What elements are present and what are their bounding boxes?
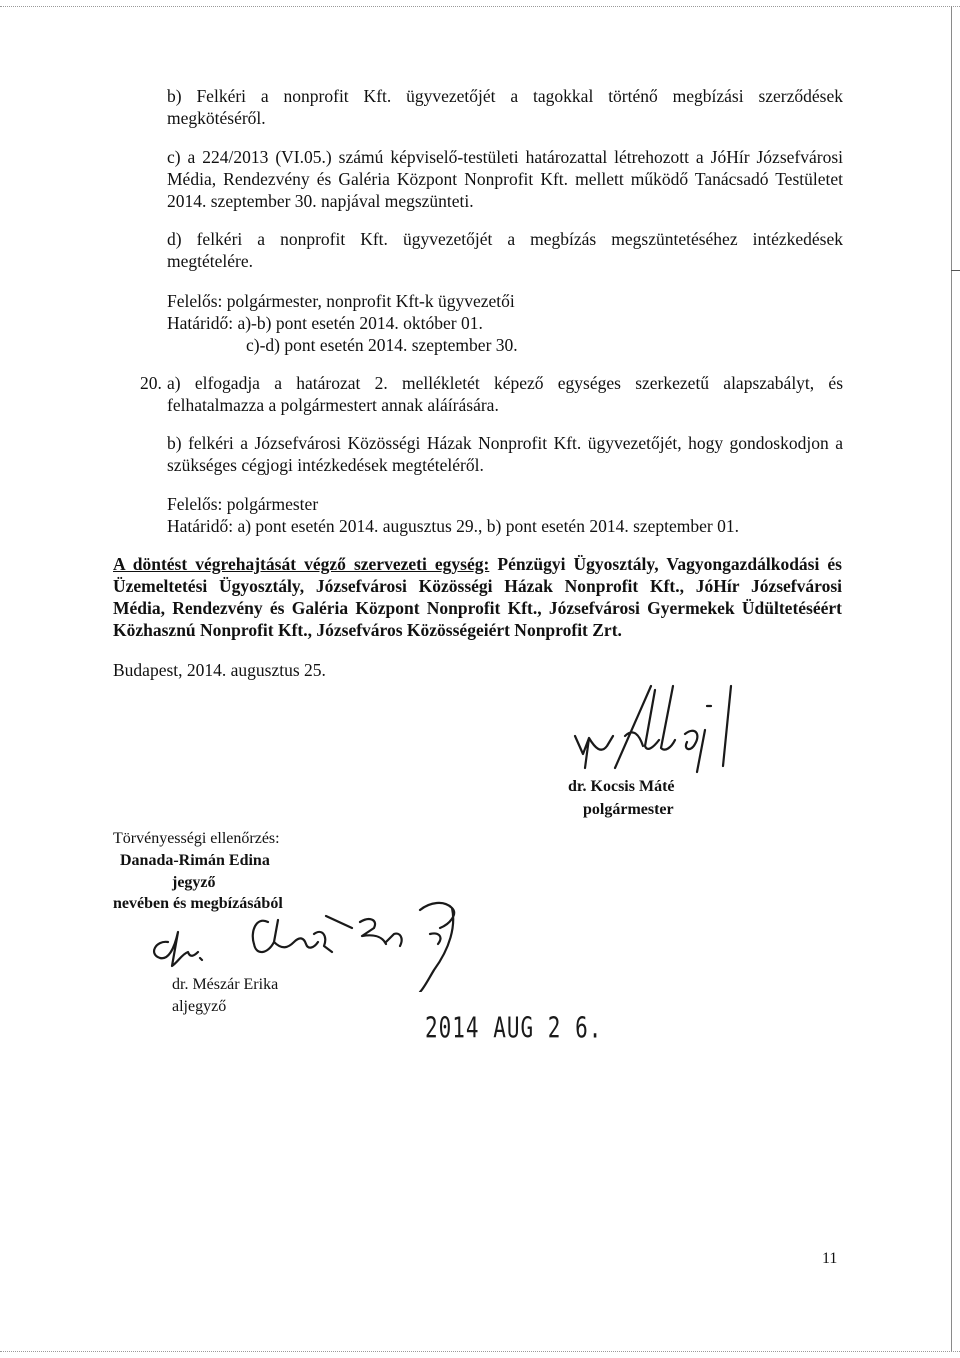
item-20b-paragraph [167,432,843,476]
executor-line-3: Média, Rendezvény és Galéria Központ Nonprofit Kft., Józsefvárosi Gyermekek Üdültetéséért [113,598,842,618]
executor-paragraph [113,553,842,641]
executor-text-1: Pénzügyi Ügyosztály, Vagyongazdálkodási és [497,554,842,574]
item-b-paragraph [167,85,843,129]
hatarido-1a: Határidő: a)-b) pont esetén 2014. október 01. [167,313,483,333]
responsibility-block-1 [167,290,843,356]
executor-line-2: Üzemeltetési Ügyosztály, Józsefvárosi Közösségi Házak Nonprofit Kft., JóHír Józsefvárosi [113,576,842,596]
item-20a-line-1: a) elfogadja a határozat 2. mellékletét képező egységes szerkezetű alapszabályt, és [167,373,843,393]
executor-line-1 [113,553,842,575]
item-d-line-1: d) felkéri a nonprofit Kft. ügyvezetőjét a megbízás megszüntetéséhez intézkedések [167,229,843,249]
item-20a-line-2: felhatalmazza a polgármestert annak aláírására. [167,395,499,415]
page-edge-top [0,6,960,7]
page-edge-bottom [0,1351,960,1352]
item-b-line-2: megkötéséről. [167,108,266,128]
hatarido-2: Határidő: a) pont esetén 2014. augusztus 29., b) pont esetén 2014. szeptember 01. [167,516,740,536]
item-20-number: 20. [140,373,162,393]
item-b-line-1: b) Felkéri a nonprofit Kft. ügyvezetőjét a tagokkal történő megbízási szerződések [167,86,843,106]
item-d-paragraph [167,228,843,272]
item-c-line-2: Média, Rendezvény és Galéria Központ Nonprofit Kft. mellett működő Tanácsadó Testületet [167,169,843,189]
item-20b-line-1: b) felkéri a Józsefvárosi Közösségi Házak Nonprofit Kft. ügyvezetőjét, hogy gondoskodjon a [167,433,843,453]
responsibility-block-2 [167,493,843,537]
on-behalf: nevében és megbízásából [113,895,283,912]
page-edge-right [951,6,952,1351]
executor-line-4: Közhasznú Nonprofit Kft., Józsefváros Közösségeiért Nonprofit Zrt. [113,620,622,640]
item-c-line-3: 2014. szeptember 30. napjával megszünteti. [167,191,474,211]
margin-tick [951,270,960,271]
item-d-line-2: megtételére. [167,251,253,271]
item-c-paragraph [167,146,843,212]
mayor-title: polgármester [583,801,674,818]
item-c-line-1: c) a 224/2013 (VI.05.) számú képviselő-testületi határozattal létrehozott a JóHír Józsefvárosi [167,147,843,167]
executor-label: A döntést végrehajtását végző szervezeti egység: [113,554,490,574]
date-stamp: 2014 AUG 2 6. [425,1012,603,1045]
felelos-1: Felelős: polgármester, nonprofit Kft-k ügyvezetői [167,291,515,311]
place-date-text: Budapest, 2014. augusztus 25. [113,660,326,680]
page-number: 11 [822,1250,838,1267]
legality-label: Törvényességi ellenőrzés: [113,830,280,847]
mayor-name: dr. Kocsis Máté [568,778,675,795]
item-20a-paragraph [140,372,843,416]
hatarido-1b: c)-d) pont esetén 2014. szeptember 30. [246,335,518,355]
deputy-name: dr. Mészár Erika [172,976,279,993]
notary-name: Danada-Rimán Edina [120,852,270,869]
felelos-2: Felelős: polgármester [167,494,319,514]
deputy-title: aljegyző [172,998,227,1015]
notary-title: jegyző [172,874,216,891]
mayor-handwritten-signature [555,676,765,776]
item-20b-line-2: szükséges cégjogi intézkedések megtételéről. [167,455,484,475]
